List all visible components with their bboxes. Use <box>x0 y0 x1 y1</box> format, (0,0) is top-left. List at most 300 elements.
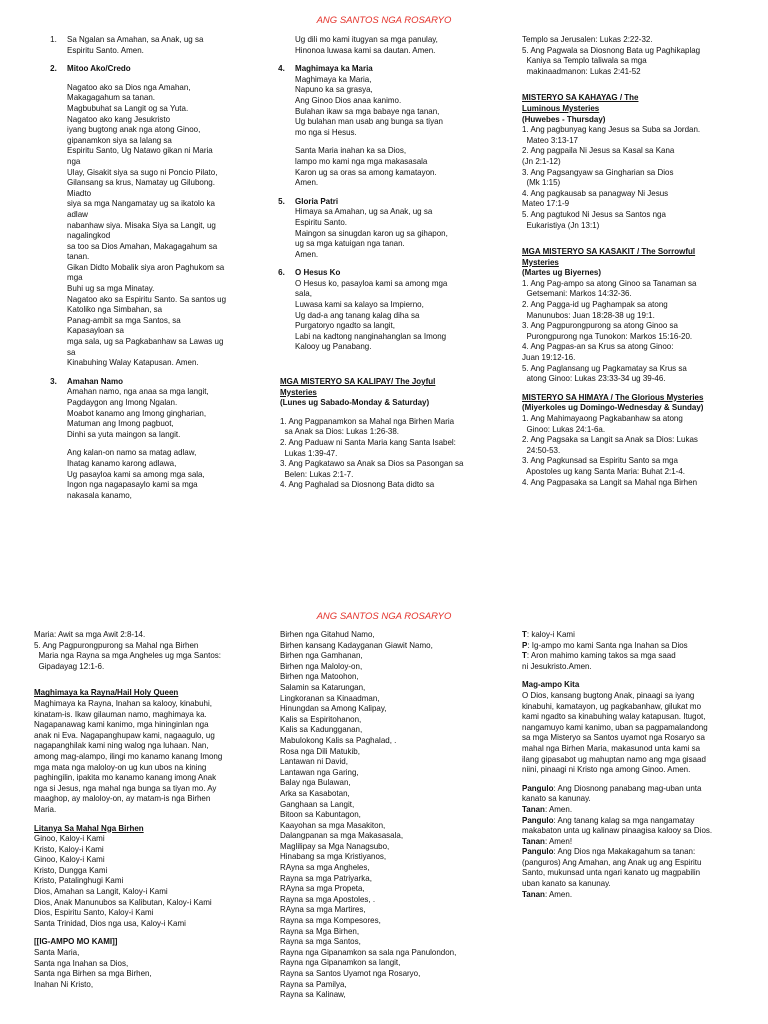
text-line <box>34 947 255 958</box>
line-text: Mabulokong Kalis sa Paghalad, . <box>280 734 397 745</box>
line-text: nga si Jesus, nga mahal nga bunga sa tiyan mo. Ay <box>34 782 217 793</box>
line-text: maaghop, ay maloloy-on, ay matam-is nga Birhen <box>34 793 211 804</box>
line-text: nagapanghilak kami ning walog nga luhaan. Nan, <box>34 740 209 751</box>
line-text: Luwasa kami sa kalayo sa Impierno, <box>295 299 424 310</box>
line-text: atong Ginoo: Lukas 23:33-34 ug 39-46. <box>522 373 666 384</box>
line-text: Pagdaygon ang Imong Ngalan. <box>67 397 178 407</box>
page-2-column-2 <box>280 629 501 1000</box>
line-text: 1. Ang Pagpanamkon sa Mahal nga Birhen Maria <box>280 415 455 426</box>
text-line <box>34 844 255 855</box>
line-text: Gipadayag 12:1-6. <box>34 660 105 671</box>
line-text: Ginoo: Lukas 24:1-6a. <box>522 423 606 434</box>
spacer <box>522 230 743 238</box>
line-text: 4. Ang Paghalad sa Diosnong Bata didto sa <box>280 479 435 490</box>
text-line <box>280 947 501 958</box>
text-line <box>52 114 273 125</box>
text-line <box>522 690 743 701</box>
line-text: RAyna sa mga Propeta, <box>280 883 365 894</box>
line-text: Kristo, Kaloy-i Kami <box>34 843 104 854</box>
line-text: Buhi ug sa mga Minatay. <box>67 283 155 294</box>
spacer <box>34 671 255 679</box>
text-line <box>34 854 255 865</box>
text-line <box>52 209 273 220</box>
text-line <box>280 469 501 480</box>
text-line <box>280 862 501 873</box>
line-text: mga <box>67 272 83 283</box>
text-line <box>280 217 501 228</box>
line-text: Ug dili mo kami itugyan sa mga panulay, <box>295 34 438 44</box>
line-text: Eukaristiya (Jn 13:1) <box>522 219 600 230</box>
line-text: Maglilipay sa Mga Nanagsubo, <box>280 840 390 851</box>
line-text: Maria. <box>34 803 57 814</box>
line-text: Hinabang sa mga Kristiyanos, <box>280 851 387 862</box>
text-line <box>522 124 743 135</box>
text-line <box>522 177 743 188</box>
line-text: : Ang tanang kalag sa mga nangamatay <box>553 814 695 825</box>
text-line <box>522 341 743 352</box>
text-line <box>522 679 743 690</box>
text-line <box>34 907 255 918</box>
text-line <box>34 936 255 947</box>
text-line <box>280 45 501 56</box>
line-text: Mysteries <box>522 256 559 267</box>
section-heading <box>522 392 743 403</box>
line-text: Maghimaya ka Rayna, Inahan sa kalooy, kinabuhi, <box>34 697 212 708</box>
line-text: Santa nga Birhen sa mga Birhen, <box>34 968 152 979</box>
section-heading <box>280 376 501 387</box>
line-text: Rayna nga Gipanamkon sa sala nga Panulondon, <box>280 946 457 957</box>
line-text: Kristo, Patalinghugi Kami <box>34 875 124 886</box>
line-text: Labi na kadtong nanginahanglan sa Imong <box>295 330 447 341</box>
line-text: Ginoo, Kaloy-i Kami <box>34 854 105 865</box>
line-text: Ug dad-a ang tanang kalag diha sa <box>295 309 420 320</box>
line-text: Kinabuhing Walay Katapusan. Amen. <box>67 357 199 368</box>
line-text: makinaadmanon: Lukas 2:41-52 <box>522 65 641 76</box>
spacer <box>52 368 273 376</box>
numbered-prayer-title <box>280 267 501 278</box>
line-text: Rayna sa mga Apostoles, . <box>280 893 376 904</box>
text-line <box>522 878 743 889</box>
text-line <box>280 693 501 704</box>
text-line <box>34 698 255 709</box>
text-line <box>52 272 273 283</box>
line-text: tanan. <box>67 251 90 262</box>
line-text: ni Jesukristo.Amen. <box>522 660 592 671</box>
line-text: iyang bugtong anak nga atong Ginoo, <box>67 124 201 135</box>
text-line <box>280 724 501 735</box>
line-text: Juan 19:12-16. <box>522 352 576 363</box>
line-text: gipanamkon siya sa lalang sa <box>67 134 172 145</box>
numbered-prayer-title <box>280 63 501 74</box>
text-line <box>280 437 501 448</box>
line-text: Rayna sa mga Kompesores, <box>280 915 381 926</box>
line-text: 3. Ang Pagkatawo sa Anak sa Dios sa Pasongan sa <box>280 458 464 469</box>
line-text: nabanhaw siya. Misaka Siya sa Langit, ug <box>67 219 216 230</box>
text-line <box>280 288 501 299</box>
line-text: Dinhi sa yuta maingon sa langit. <box>67 428 181 439</box>
page-2-header: ANG SANTOS NGA ROSARYO <box>316 611 452 622</box>
line-text: (Mk 1:15) <box>522 177 561 188</box>
line-text: Kalooy ug Panabang. <box>295 341 372 352</box>
line-text: MISTERYO SA HIMAYA / The Glorious Mysteries <box>522 391 704 402</box>
line-text: mga sala, ug sa Pagkabanhaw sa Lawas ug <box>67 336 224 347</box>
text-line <box>280 278 501 289</box>
line-text: : Ang Dios nga Makakagahum sa tanan: <box>553 846 696 857</box>
line-text: Ang Ginoo Dios anaa kanimo. <box>295 94 402 105</box>
line-text: mga mata nga maloloy-on ug kun ubos na kining <box>34 761 207 772</box>
line-text: mahal nga Birhen Maria, makasunod unta kami sa <box>522 742 701 753</box>
text-line <box>522 711 743 722</box>
line-text: Kristo, Dungga Kami <box>34 864 108 875</box>
line-text: Birhen nga Maloloy-on, <box>280 660 363 671</box>
text-line <box>522 310 743 321</box>
line-text: Templo sa Jerusalen: Lukas 2:22-32. <box>522 34 653 44</box>
spacer <box>522 775 743 783</box>
line-text: : Amen. <box>544 803 573 814</box>
text-line <box>52 283 273 294</box>
line-text: RAyna sa mga Angheles, <box>280 862 370 873</box>
text-line <box>52 124 273 135</box>
speaker-label: T <box>522 629 527 639</box>
text-line <box>52 167 273 178</box>
line-text: 4. Ang pagkausab sa panagway Ni Jesus <box>522 187 669 198</box>
line-text: Balay nga Bulawan, <box>280 777 351 788</box>
line-text: Birhen kansang Kadayganan Giawit Namo, <box>280 639 433 650</box>
line-text: Makagagahum sa tanan. <box>67 92 155 103</box>
text-line <box>280 320 501 331</box>
line-text: Maghimaya ka Maria, <box>295 73 372 84</box>
text-line <box>522 754 743 765</box>
line-text: Gikan Didto Mobalik siya aron Paghukom sa <box>67 261 225 272</box>
line-text: Ug pasayloa kami sa among mga sala, <box>67 468 205 479</box>
text-line <box>522 198 743 209</box>
text-line <box>280 331 501 342</box>
text-line <box>34 772 255 783</box>
line-text: (Jn 2:1-12) <box>522 155 561 166</box>
item-number: 1. <box>50 34 57 44</box>
text-line <box>522 34 743 45</box>
text-line <box>522 188 743 199</box>
text-line <box>34 958 255 969</box>
text-line <box>522 145 743 156</box>
text-line <box>280 883 501 894</box>
line-text: sa too sa Dios Amahan, Makagagahum sa <box>67 240 218 251</box>
line-text: : Amen! <box>544 835 573 846</box>
text-line <box>522 288 743 299</box>
text-line <box>280 756 501 767</box>
line-text: 1. Ang Pag-ampo sa atong Ginoo sa Tanaman sa <box>522 277 697 288</box>
page-2-column-1 <box>34 629 255 989</box>
speaker-label: Tanan <box>522 803 545 814</box>
spacer <box>522 84 743 92</box>
text-line <box>522 743 743 754</box>
text-line <box>280 310 501 321</box>
line-text: Mag-ampo Kita <box>522 679 580 690</box>
text-line <box>522 867 743 878</box>
text-line <box>522 373 743 384</box>
text-line <box>52 304 273 315</box>
line-text: Maria nga Rayna sa mga Angheles ug mga Santos: <box>34 650 222 661</box>
line-text: Santa nga Inahan sa Dios, <box>34 957 129 968</box>
text-line <box>280 640 501 651</box>
text-line <box>522 220 743 231</box>
line-text: Dios, Amahan sa Langit, Kaloy-i Kami <box>34 886 168 897</box>
line-text: Santo, mukunsad unta ngari kanato ug magpabilin <box>522 867 701 878</box>
text-line <box>280 238 501 249</box>
text-line <box>280 957 501 968</box>
line-text: Amen. <box>295 177 319 188</box>
speaker-label: T <box>522 650 527 661</box>
text-line <box>280 106 501 117</box>
line-text: niini, pinaagi ni Kristo nga among Ginoo. Amen. <box>522 764 691 775</box>
text-line <box>522 352 743 363</box>
text-line <box>522 815 743 826</box>
line-text: Nagapanawag kami kanimo, mga hininginlan nga <box>34 719 209 730</box>
text-line <box>34 719 255 730</box>
text-line <box>522 466 743 477</box>
text-line <box>52 325 273 336</box>
text-line <box>280 830 501 841</box>
text-line <box>522 477 743 488</box>
line-text: (panguros) Ang Amahan, ang Anak ug ang Espiritu <box>522 856 702 867</box>
text-line <box>522 722 743 733</box>
text-line <box>522 783 743 794</box>
text-line <box>522 804 743 815</box>
line-text: Amahan Namo <box>67 375 123 386</box>
text-line <box>522 434 743 445</box>
text-line <box>34 709 255 720</box>
text-line <box>280 341 501 352</box>
line-text: Arka sa Kasabotan, <box>280 787 350 798</box>
section-heading <box>280 387 501 398</box>
line-text: 1. Ang pagbunyag kang Jesus sa Suba sa Jordan. <box>522 124 701 135</box>
speaker-label: Pangulo <box>522 846 554 857</box>
text-line <box>522 45 743 56</box>
text-line <box>52 357 273 368</box>
text-line <box>280 416 501 427</box>
item-number: 6. <box>278 267 285 278</box>
page-1-column-2 <box>280 34 501 490</box>
text-line <box>280 426 501 437</box>
speaker-label: Pangulo <box>522 814 554 825</box>
text-line <box>280 735 501 746</box>
line-text: sa <box>67 346 76 357</box>
line-text: Bitoon sa Kabuntagon, <box>280 809 361 820</box>
spacer <box>522 238 743 246</box>
spacer <box>280 368 501 376</box>
text-line <box>34 650 255 661</box>
line-text: Magbubuhat sa Langit og sa Yuta. <box>67 102 189 113</box>
text-line <box>522 135 743 146</box>
numbered-prayer-title <box>52 376 273 387</box>
line-text: Amen. <box>295 248 319 259</box>
page-1-column-3 <box>522 34 743 487</box>
page-1-column-1 <box>52 34 273 500</box>
item-number: 4. <box>278 63 285 74</box>
line-text: Birhen nga Matoohon, <box>280 671 359 682</box>
spacer <box>280 188 501 196</box>
numbered-prayer-title <box>52 63 273 74</box>
line-text: RAyna sa mga Martires, <box>280 904 366 915</box>
text-line <box>280 74 501 85</box>
line-text: (Lunes ug Sabado-Monday & Saturday) <box>280 397 430 408</box>
text-line <box>522 331 743 342</box>
text-line <box>280 989 501 1000</box>
line-text: Getsemani: Markos 14:32-36. <box>522 288 632 299</box>
text-line <box>280 767 501 778</box>
line-text: Ingon nga nagapasaylo kami sa mga <box>67 479 198 490</box>
line-text: Lingkoranan sa Kinaadman, <box>280 692 380 703</box>
line-text: Manunubos: Juan 18:28-38 ug 19:1. <box>522 309 655 320</box>
line-text: Santa Maria, <box>34 947 80 958</box>
section-heading <box>522 92 743 103</box>
line-text: siya sa mga Nangamatay ug sa ikatolo ka <box>67 198 215 209</box>
line-text: [[IG-AMPO MO KAMI]] <box>34 936 118 947</box>
page-1-header: ANG SANTOS NGA ROSARYO <box>316 15 452 26</box>
line-text: kanato sa kanunay. <box>522 793 591 804</box>
line-text: 5. Ang Pagwala sa Diosnong Bata ug Paghikaplag <box>522 44 701 55</box>
line-text: (Huwebes - Thursday) <box>522 113 606 124</box>
line-text: Gloria Patri <box>295 195 339 206</box>
text-line <box>522 650 743 661</box>
line-text: O Dios, kansang bugtong Anak, pinaagi sa iyang <box>522 689 695 700</box>
line-text: Mateo 17:1-9 <box>522 198 570 209</box>
line-text: uban kanato sa kanunay. <box>522 878 611 889</box>
text-line <box>522 156 743 167</box>
line-text: Inahan Ni Kristo, <box>34 978 94 989</box>
line-text: kami ngadto sa kinabuhing walay katapusan. Itugot, <box>522 711 706 722</box>
line-text: Luminous Mysteries <box>522 102 600 113</box>
text-line <box>522 278 743 289</box>
text-line <box>280 671 501 682</box>
text-line <box>52 82 273 93</box>
line-text: Mysteries <box>280 386 317 397</box>
line-text: 2. Ang Pagsaka sa Langit sa Anak sa Dios: Lukas <box>522 434 698 445</box>
text-line <box>522 846 743 857</box>
line-text: Himaya sa Amahan, ug sa Anak, ug sa <box>295 206 433 217</box>
speaker-label: Pangulo <box>522 782 554 793</box>
line-text: Ug bulahan man usab ang bunga sa tiyan <box>295 116 443 127</box>
text-line <box>52 220 273 231</box>
text-line <box>522 55 743 66</box>
text-line <box>522 701 743 712</box>
line-text: Rosa nga Dili Matukib, <box>280 745 360 756</box>
text-line <box>52 45 273 56</box>
line-text: : Amen. <box>544 888 573 899</box>
text-line <box>280 145 501 156</box>
line-text: Purongpurong nga Tunokon: Markos 15:16-20. <box>522 330 693 341</box>
text-line <box>280 397 501 408</box>
text-line <box>34 918 255 929</box>
line-text: 5. Ang Paglansang ug Pagkamatay sa Krus sa <box>522 362 687 373</box>
line-text: nagalingkod <box>67 230 111 241</box>
line-text: Birhen nga Gamhanan, <box>280 650 363 661</box>
speaker-label: P <box>522 639 528 650</box>
text-line <box>34 897 255 908</box>
text-line <box>522 363 743 374</box>
line-text: among mag-alampo, ilingi mo kanamo kanang Imong <box>34 750 223 761</box>
text-line <box>52 241 273 252</box>
line-text: nakasala kanamo, <box>67 489 132 500</box>
line-text: Hinonoa luwasa kami sa dautan. Amen. <box>295 44 436 55</box>
line-text: 2. Ang Paduaw ni Santa Maria kang Santa Isabel: <box>280 437 456 447</box>
line-text: MISTERYO SA KAHAYAG / The <box>522 92 639 103</box>
text-line <box>280 915 501 926</box>
text-line <box>52 135 273 146</box>
text-line <box>52 397 273 408</box>
line-text: adlaw <box>67 208 88 219</box>
text-line <box>522 267 743 278</box>
text-line <box>52 294 273 305</box>
text-line <box>34 804 255 815</box>
text-line <box>280 777 501 788</box>
line-text: 2. Ang pagpaila Ni Jesus sa Kasal sa Kana <box>522 145 675 156</box>
item-number: 3. <box>50 375 57 386</box>
text-line <box>522 167 743 178</box>
line-text: 3. Ang Pagsangyaw sa Gingharian sa Dios <box>522 166 674 177</box>
line-text: sa Anak sa Dios: Lukas 1:26-38. <box>280 426 400 437</box>
text-line <box>52 418 273 429</box>
line-text: Napuno ka sa grasya, <box>295 84 373 95</box>
text-line <box>522 661 743 672</box>
text-line <box>34 793 255 804</box>
line-text: O Hesus ko, pasayloa kami sa among mga <box>295 277 448 288</box>
line-text: : kaloy-i Kami <box>526 629 575 639</box>
line-text: Ginoo, Kaloy-i Kami <box>34 833 105 844</box>
text-line <box>280 873 501 884</box>
line-text: Santa Trinidad, Dios nga usa, Kaloy-i Kami <box>34 917 186 928</box>
text-line <box>280 629 501 640</box>
line-text: ilang gipasabot ug mahuptan namo ang mga gisaad <box>522 753 706 764</box>
text-line <box>52 230 273 241</box>
line-text: Dios, Espiritu Santo, Kaloy-i Kami <box>34 907 154 918</box>
text-line <box>522 825 743 836</box>
text-line <box>280 904 501 915</box>
text-line <box>280 95 501 106</box>
page-2-column-3 <box>522 629 743 899</box>
line-text: MGA MISTERYO SA KALIPAY/ The Joyful <box>280 376 436 387</box>
text-line <box>52 198 273 209</box>
line-text: Apostoles ug kang Santa Maria: Buhat 2:1-4. <box>522 465 686 476</box>
text-line <box>280 936 501 947</box>
text-line <box>280 682 501 693</box>
line-text: Kalis sa Kadungganan, <box>280 724 363 735</box>
line-text: : Aron mahimo kaming takos sa mga saad <box>526 650 676 661</box>
line-text: Maria: Awit sa mga Awit 2:8-14. <box>34 629 146 639</box>
text-line <box>34 730 255 741</box>
text-line <box>522 424 743 435</box>
text-line <box>52 408 273 419</box>
spacer <box>52 439 273 447</box>
line-text: mo nga si Hesus. <box>295 126 357 137</box>
section-heading <box>522 257 743 268</box>
line-text: Litanya Sa Mahal Nga Birhen <box>34 822 144 833</box>
line-text: Nagatoo ako kang Jesukristo <box>67 113 171 124</box>
text-line <box>522 640 743 651</box>
line-text: Bulahan ikaw sa mga babaye nga tanan, <box>295 105 440 116</box>
text-line <box>522 209 743 220</box>
spacer <box>522 671 743 679</box>
text-line <box>522 857 743 868</box>
speaker-label: Tanan <box>522 888 545 899</box>
line-text: Dalangpanan sa mga Makasasala, <box>280 830 404 841</box>
line-text: Nagatoo ako sa Espiritu Santo. Sa santos ug <box>67 293 227 304</box>
line-text: O Hesus Ko <box>295 267 341 278</box>
text-line <box>522 889 743 900</box>
spacer <box>52 74 273 82</box>
line-text: Rayna sa mga Patriyarka, <box>280 872 372 883</box>
text-line <box>280 650 501 661</box>
